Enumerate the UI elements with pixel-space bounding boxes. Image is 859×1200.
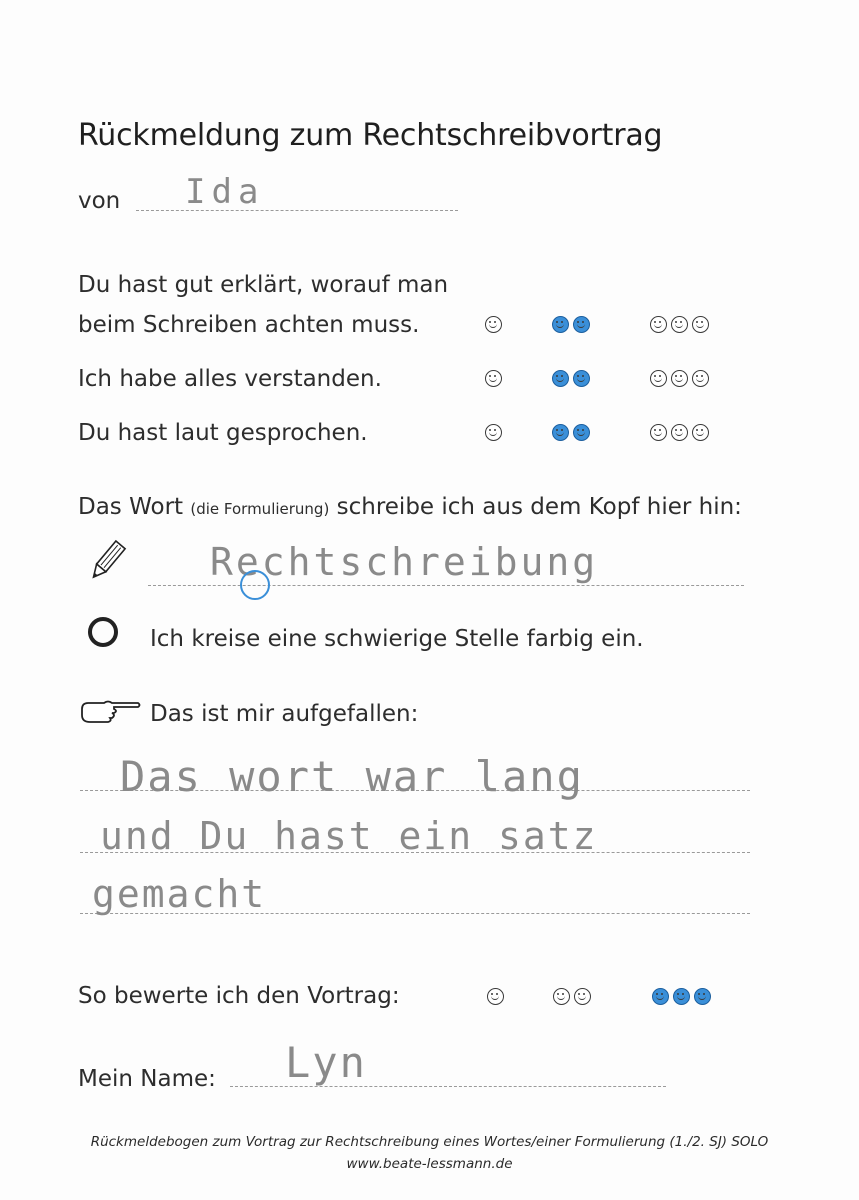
noticed-text-2: und Du hast ein satz <box>100 814 598 858</box>
smiley-icon <box>673 988 690 1005</box>
my-name-value: Lyn <box>285 1038 367 1087</box>
overall-rating-label: So bewerte ich den Vortrag: <box>78 983 400 1009</box>
rating-q1-one[interactable] <box>485 316 502 333</box>
smiley-icon <box>552 370 569 387</box>
word-answer: Rechtschreibung <box>210 540 599 584</box>
question-2: Ich habe alles verstanden. <box>78 366 382 392</box>
rating-overall-three[interactable] <box>652 988 711 1005</box>
smiley-icon <box>485 424 502 441</box>
smiley-icon <box>652 988 669 1005</box>
question-1-line-2: beim Schreiben achten muss. <box>78 312 420 338</box>
rating-q2-one[interactable] <box>485 370 502 387</box>
noticed-text-1: Das wort war lang <box>120 752 584 801</box>
smiley-icon <box>671 316 688 333</box>
question-3: Du hast laut gesprochen. <box>78 420 368 446</box>
circle-instruction: Ich kreise eine schwierige Stelle farbig ein. <box>150 626 644 652</box>
rating-q2-two[interactable] <box>552 370 590 387</box>
word-answer-line[interactable] <box>148 585 744 586</box>
smiley-icon <box>650 316 667 333</box>
difficulty-marker-circle <box>240 570 270 600</box>
smiley-icon <box>650 370 667 387</box>
smiley-icon <box>487 988 504 1005</box>
rating-overall-two[interactable] <box>553 988 591 1005</box>
footer-website: www.beate-lessmann.de <box>346 1156 513 1172</box>
smiley-icon <box>650 424 667 441</box>
noticed-text-3: gemacht <box>92 872 267 916</box>
smiley-icon <box>692 424 709 441</box>
footer-description: Rückmeldebogen zum Vortrag zur Rechtschreibung eines Wortes/einer Formulierung (1./2. SJ) SOLO <box>90 1134 769 1150</box>
rating-q2-three[interactable] <box>650 370 709 387</box>
my-name-label: Mein Name: <box>78 1066 216 1092</box>
pencil-icon <box>84 538 130 584</box>
von-name: Ida <box>185 172 265 212</box>
rating-q3-one[interactable] <box>485 424 502 441</box>
smiley-icon <box>573 316 590 333</box>
smiley-icon <box>694 988 711 1005</box>
smiley-icon <box>692 370 709 387</box>
smiley-icon <box>671 424 688 441</box>
rating-q3-two[interactable] <box>552 424 590 441</box>
rating-q3-three[interactable] <box>650 424 709 441</box>
smiley-icon <box>552 424 569 441</box>
noticed-label: Das ist mir aufgefallen: <box>150 701 419 727</box>
question-1-line-1: Du hast gut erklärt, worauf man <box>78 272 449 298</box>
page-title: Rückmeldung zum Rechtschreibvortrag <box>78 118 663 153</box>
smiley-icon <box>573 370 590 387</box>
von-label: von <box>78 188 121 214</box>
smiley-icon <box>552 316 569 333</box>
word-instruction-pre: Das Wort <box>78 494 184 520</box>
word-instruction-post: schreibe ich aus dem Kopf hier hin: <box>336 494 742 520</box>
word-instruction <box>78 494 742 520</box>
smiley-icon <box>485 316 502 333</box>
rating-overall-one[interactable] <box>487 988 504 1005</box>
circle-icon <box>88 617 118 647</box>
smiley-icon <box>671 370 688 387</box>
smiley-icon <box>574 988 591 1005</box>
rating-q1-three[interactable] <box>650 316 709 333</box>
smiley-icon <box>485 370 502 387</box>
word-instruction-paren: (die Formulierung) <box>190 500 330 518</box>
pointing-hand-icon <box>78 697 142 725</box>
smiley-icon <box>573 424 590 441</box>
smiley-icon <box>692 316 709 333</box>
smiley-icon <box>553 988 570 1005</box>
rating-q1-two[interactable] <box>552 316 590 333</box>
